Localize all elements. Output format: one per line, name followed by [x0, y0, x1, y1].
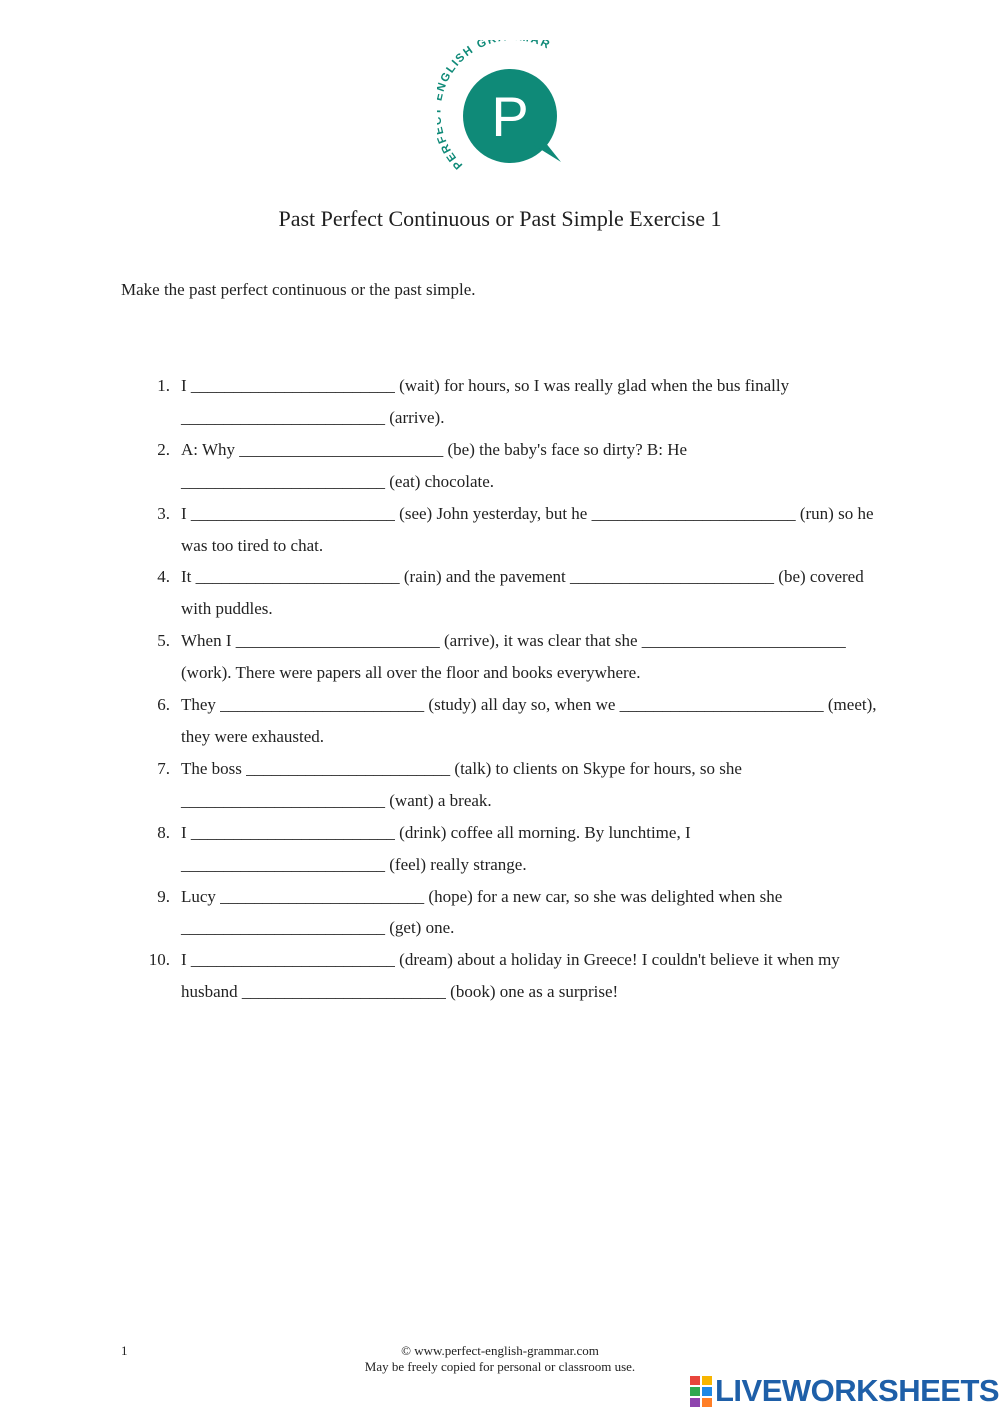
logo-ring-text: PER GLISH G AR	[438, 40, 553, 170]
question-number: 6.	[157, 695, 170, 715]
question-text: They ________________________ (study) all day so, when we ________________________ (meet), they were exhausted.	[181, 695, 877, 746]
brand-block	[690, 1387, 700, 1396]
question-text: I ________________________ (wait) for hours, so I was really glad when the bus finally ________________________ (arrive).	[181, 376, 790, 427]
question-number: 1.	[157, 376, 170, 395]
question-text: Lucy ________________________ (hope) for a new car, so she was delighted when she ________________________ (get) one.	[181, 886, 783, 938]
question-number: 4.	[157, 567, 170, 587]
question-item	[150, 625, 880, 689]
brand-block	[690, 1398, 700, 1407]
exercise-list	[150, 370, 880, 1008]
question-item	[150, 817, 880, 881]
footer	[0, 1343, 1000, 1375]
liveworksheets-brand	[690, 1373, 999, 1409]
question-text: A: Why ________________________ (be) the baby's face so dirty? B: He ________________________ (eat) chocolate.	[181, 439, 688, 491]
question-text: The boss ________________________ (talk) to clients on Skype for hours, so she ________________________ (want) a break.	[181, 758, 742, 810]
question-text: I ________________________ (dream) about a holiday in Greece! I couldn't believe it when my husband ________________________ (book) one as a surprise!	[181, 950, 840, 1002]
question-text: When I ________________________ (arrive), it was clear that she ________________________ (work). There were papers all over the floor and books everywhere.	[181, 631, 846, 683]
question-item	[150, 561, 880, 625]
perfect-english-grammar-logo	[437, 40, 567, 170]
question-number: 2.	[157, 439, 170, 459]
instruction-text: Make the past perfect continuous or the past simple.	[121, 280, 476, 299]
liveworksheets-blocks-icon	[690, 1376, 712, 1406]
logo-letter: P	[491, 85, 529, 148]
question-item	[150, 498, 880, 562]
question-number: 10.	[148, 950, 170, 970]
footer-license: May be freely copied for personal or classroom use.	[364, 1359, 636, 1374]
question-item	[150, 434, 880, 498]
question-number: 7.	[157, 758, 170, 778]
page-title: Past Perfect Continuous or Past Simple Exercise 1	[278, 206, 722, 231]
brand-block	[702, 1387, 712, 1396]
question-number: 3.	[157, 503, 170, 523]
question-number: 5.	[157, 631, 170, 651]
question-text: It ________________________ (rain) and the pavement ________________________ (be) covered with puddles.	[181, 567, 864, 619]
page-number: 1	[121, 1343, 128, 1358]
question-item	[150, 881, 880, 945]
question-item	[150, 370, 880, 434]
brand-block	[690, 1376, 700, 1385]
footer-copyright: © www.perfect-english-grammar.com	[401, 1343, 599, 1358]
brand-block	[702, 1398, 712, 1407]
question-item	[150, 689, 880, 753]
question-number: 8.	[157, 822, 170, 842]
question-text: I ________________________ (drink) coffee all morning. By lunchtime, I ________________________ (feel) really strange.	[181, 822, 691, 874]
question-text: I ________________________ (see) John yesterday, but he ________________________ (run) so he was too tired to chat.	[181, 503, 874, 555]
question-number: 9.	[157, 886, 170, 906]
question-item	[150, 944, 880, 1008]
liveworksheets-wordmark: LIVEWORKSHEETS	[715, 1373, 1000, 1408]
question-item	[150, 753, 880, 817]
brand-block	[702, 1376, 712, 1385]
